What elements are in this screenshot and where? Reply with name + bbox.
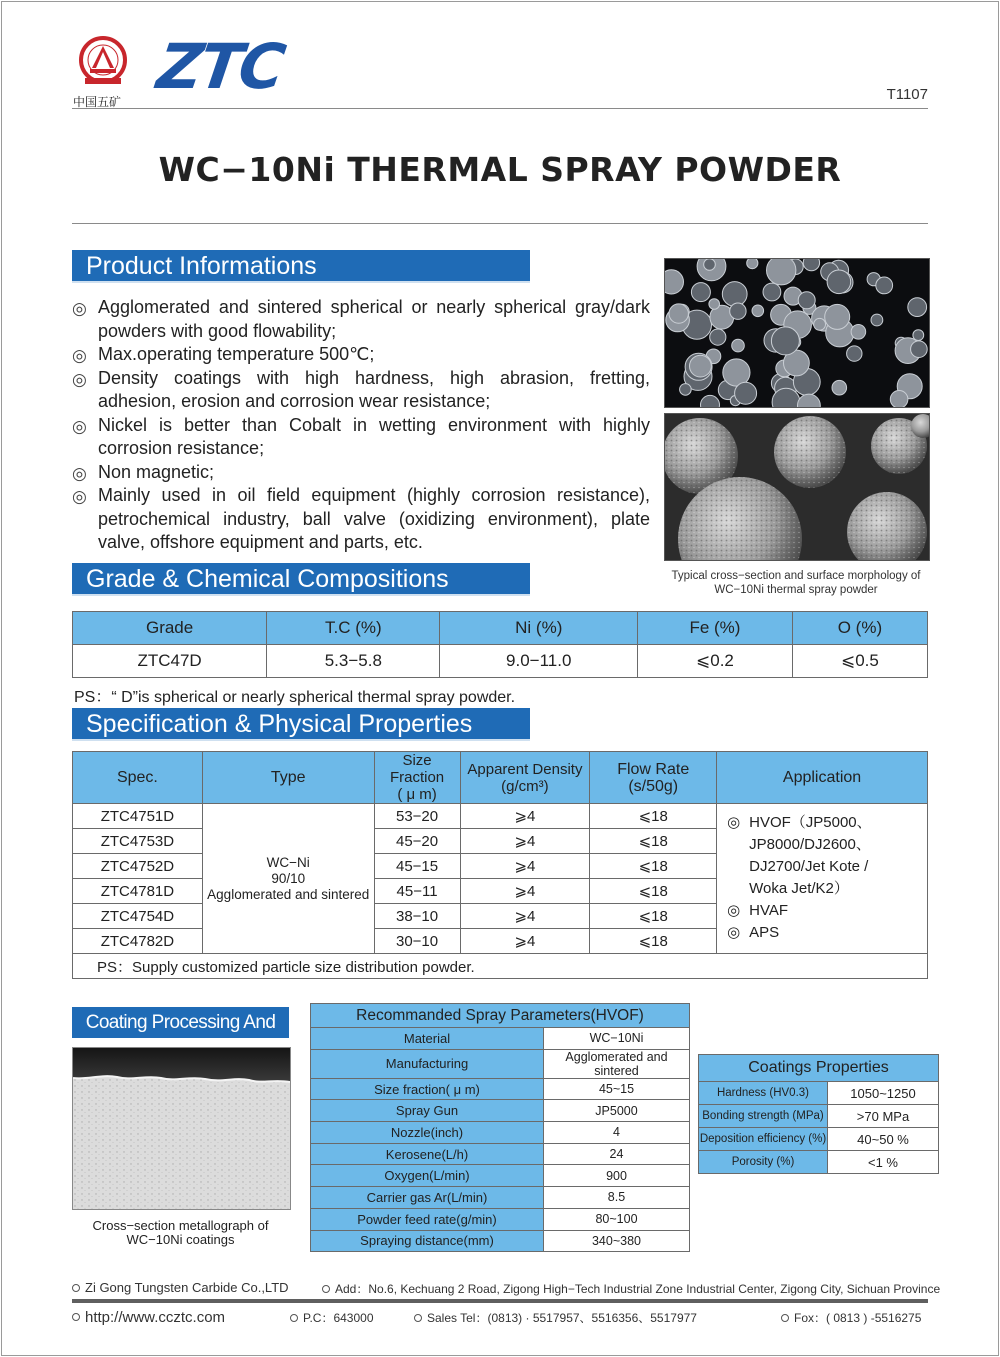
bullet-text: Max.operating temperature 500℃; xyxy=(98,344,375,364)
application-line xyxy=(727,900,927,922)
powder-particle xyxy=(847,346,862,361)
section-grade-composition: Grade & Chemical Compositions xyxy=(72,563,530,596)
o-cell: ⩽0.5 xyxy=(792,645,927,678)
size-header: Size Fraction ( μ m) xyxy=(374,752,460,804)
powder-particle xyxy=(763,283,781,301)
spec-cell: ZTC4751D xyxy=(73,804,203,829)
powder-particle xyxy=(709,299,720,310)
type-header: Type xyxy=(202,752,374,804)
list-item xyxy=(72,367,650,414)
bullet-dot-icon xyxy=(781,1314,789,1322)
flow-cell: ⩽18 xyxy=(590,904,717,929)
spec-properties-table xyxy=(72,751,928,979)
powder-particle xyxy=(825,304,850,329)
param-value-cell: 8.5 xyxy=(544,1187,690,1209)
fax-number: Fox：( 0813 ) -5516275 xyxy=(794,1311,922,1325)
bullet-dot-icon xyxy=(322,1285,330,1293)
flow-cell: ⩽18 xyxy=(590,929,717,954)
footer-divider xyxy=(72,1299,928,1303)
table-row xyxy=(311,1100,690,1122)
tc-header: T.C (%) xyxy=(267,612,440,645)
website-link[interactable]: http://www.ccztc.com xyxy=(85,1309,226,1326)
param-name-cell: Carrier gas Ar(L/min) xyxy=(311,1187,544,1209)
param-name-cell: Size fraction( μ m) xyxy=(311,1078,544,1100)
powder-particle xyxy=(680,384,692,396)
powder-particle xyxy=(814,318,826,330)
density-header: Apparent Density (g/cm³) xyxy=(460,752,590,804)
bullet-dot-icon xyxy=(414,1314,422,1322)
param-name-cell: Powder feed rate(g/min) xyxy=(311,1208,544,1230)
application-line xyxy=(727,878,927,900)
postcode: P.C：643000 xyxy=(303,1311,374,1325)
table-row xyxy=(73,804,928,829)
o-header: O (%) xyxy=(792,612,927,645)
application-header: Application xyxy=(717,752,928,804)
powder-particle xyxy=(913,330,924,341)
powder-particle xyxy=(908,298,927,317)
param-value-cell: WC−10Ni xyxy=(544,1028,690,1050)
powder-particle xyxy=(732,339,745,352)
bullet-circle-icon: ◎ xyxy=(727,924,741,941)
powder-particle xyxy=(767,259,796,285)
powder-particle xyxy=(701,395,720,407)
list-item xyxy=(72,414,650,461)
param-value-cell: 340~380 xyxy=(544,1230,690,1252)
spec-header: Spec. xyxy=(73,752,203,804)
application-text: JP8000/DJ2600、 xyxy=(749,836,871,853)
powder-particle xyxy=(798,292,815,309)
property-name-cell: Bonding strength (MPa) xyxy=(699,1105,828,1128)
surface-sem-image xyxy=(664,413,930,561)
flow-header: Flow Rate (s/50g) xyxy=(590,752,717,804)
powder-particle xyxy=(747,259,758,269)
table-row xyxy=(311,1028,690,1050)
bullet-circle-icon: ◎ xyxy=(727,902,741,919)
application-text: HVAF xyxy=(749,902,789,919)
powder-particle xyxy=(911,341,928,358)
company-name: Zi Gong Tungsten Carbide Co.,LTD xyxy=(85,1280,289,1295)
header-divider xyxy=(72,108,928,109)
coating-props-title: Coatings Properties xyxy=(699,1055,939,1082)
table-row xyxy=(311,1165,690,1187)
application-line xyxy=(727,834,927,856)
param-value-cell: Agglomerated and sintered xyxy=(544,1049,690,1078)
param-value-cell: 45~15 xyxy=(544,1078,690,1100)
minmetals-seal-logo xyxy=(76,36,130,90)
table-row xyxy=(311,1143,690,1165)
bullet-circle-icon: ◎ xyxy=(72,346,87,365)
company-address: Add：No.6, Kechuang 2 Road, Zigong High−Tech Industrial Zone Industrial Center, Zigong City, Sichuan Province xyxy=(335,1282,941,1296)
param-name-cell: Kerosene(L/h) xyxy=(311,1143,544,1165)
powder-particle xyxy=(710,329,726,345)
sales-telephone: Sales Tel：(0813) · 5517957、5516356、5517977 xyxy=(427,1311,697,1325)
param-value-cell: JP5000 xyxy=(544,1100,690,1122)
flow-cell: ⩽18 xyxy=(590,829,717,854)
bullet-dot-icon xyxy=(290,1314,298,1322)
ni-header: Ni (%) xyxy=(440,612,638,645)
list-item xyxy=(72,484,650,555)
param-value-cell: 24 xyxy=(544,1143,690,1165)
seal-caption: 中国五矿 xyxy=(73,95,122,109)
application-cell xyxy=(717,804,928,954)
application-text: Woka Jet/K2） xyxy=(749,880,849,897)
application-line xyxy=(727,856,927,878)
table-row xyxy=(311,1078,690,1100)
param-name-cell: Manufacturing xyxy=(311,1049,544,1078)
powder-particle xyxy=(730,303,746,319)
spec-cell: ZTC4752D xyxy=(73,854,203,879)
size-cell: 45−20 xyxy=(374,829,460,854)
powder-particle xyxy=(691,283,710,302)
coating-metallograph xyxy=(72,1047,291,1210)
application-line xyxy=(727,812,927,834)
powder-particle xyxy=(665,270,684,294)
powder-particle xyxy=(735,382,757,404)
density-cell: ⩾4 xyxy=(460,829,590,854)
property-name-cell: Deposition efficiency (%) xyxy=(699,1128,828,1151)
table-row xyxy=(73,645,928,678)
param-name-cell: Nozzle(inch) xyxy=(311,1122,544,1144)
table-row xyxy=(699,1082,939,1105)
fe-header: Fe (%) xyxy=(638,612,793,645)
list-item xyxy=(72,296,650,343)
grade-cell: ZTC47D xyxy=(73,645,267,678)
type-line: Agglomerated and sintered xyxy=(207,886,370,902)
powder-particle xyxy=(704,259,716,270)
brand-logo: ZTC xyxy=(152,30,287,103)
property-name-cell: Hardness (HV0.3) xyxy=(699,1082,828,1105)
section-coating-processing: Coating Processing And xyxy=(72,1007,289,1038)
product-info-list xyxy=(72,296,650,555)
powder-particle xyxy=(851,325,866,340)
section-product-info: Product Informations xyxy=(72,250,530,283)
powder-particle xyxy=(890,391,908,408)
type-cell xyxy=(202,804,374,954)
property-value-cell: >70 MPa xyxy=(828,1105,939,1128)
application-text: APS xyxy=(749,924,780,941)
spec-cell: ZTC4781D xyxy=(73,879,203,904)
property-value-cell: <1 % xyxy=(828,1151,939,1174)
list-item xyxy=(72,343,650,367)
density-cell: ⩾4 xyxy=(460,904,590,929)
coating-image-caption xyxy=(72,1219,289,1247)
application-text: DJ2700/Jet Kote / xyxy=(749,858,869,875)
type-line: WC−Ni xyxy=(266,854,310,870)
bullet-circle-icon: ◎ xyxy=(727,814,741,831)
flow-cell: ⩽18 xyxy=(590,854,717,879)
bullet-text: Agglomerated and sintered spherical or nearly spherical gray/dark powders with good flowability; xyxy=(98,297,650,341)
title-divider xyxy=(72,223,928,224)
bullet-circle-icon: ◎ xyxy=(72,369,87,389)
section-spec-properties: Specification & Physical Properties xyxy=(72,708,530,741)
spray-params-title: Recommanded Spray Parameters(HVOF) xyxy=(311,1004,690,1028)
bullet-circle-icon: ◎ xyxy=(72,416,87,436)
density-cell: ⩾4 xyxy=(460,804,590,829)
powder-image-caption: Typical cross−section and surface morphology of WC−10Ni thermal spray powder xyxy=(671,570,921,596)
powder-particle xyxy=(669,304,688,323)
bullet-text: Mainly used in oil field equipment (highly corrosion resistance), petrochemical industry, ball valve (oxidizing environment), plate valve, offshore equipment and parts, etc. xyxy=(98,485,650,552)
table-row xyxy=(699,1128,939,1151)
table-row xyxy=(311,1122,690,1144)
size-cell: 45−15 xyxy=(374,854,460,879)
powder-particle xyxy=(871,314,883,326)
spray-parameters-table xyxy=(310,1003,690,1252)
density-cell: ⩾4 xyxy=(460,854,590,879)
size-cell: 30−10 xyxy=(374,929,460,954)
flow-cell: ⩽18 xyxy=(590,879,717,904)
flow-cell: ⩽18 xyxy=(590,804,717,829)
density-cell: ⩾4 xyxy=(460,879,590,904)
bullet-text: Non magnetic; xyxy=(98,461,215,482)
table-row xyxy=(311,1187,690,1209)
application-text: HVOF（JP5000、 xyxy=(749,814,872,831)
spec-cell: ZTC4782D xyxy=(73,929,203,954)
powder-particle xyxy=(832,380,847,395)
bullet-circle-icon: ◎ xyxy=(72,463,87,483)
param-name-cell: Material xyxy=(311,1028,544,1050)
spec-cell: ZTC4754D xyxy=(73,904,203,929)
table-row xyxy=(311,1208,690,1230)
param-name-cell: Spraying distance(mm) xyxy=(311,1230,544,1252)
powder-particle xyxy=(798,394,821,407)
ni-cell: 9.0−11.0 xyxy=(440,645,638,678)
tc-cell: 5.3−5.8 xyxy=(267,645,440,678)
param-name-cell: Spray Gun xyxy=(311,1100,544,1122)
powder-particle xyxy=(690,355,712,377)
powder-particle xyxy=(771,327,799,355)
table-row xyxy=(311,1049,690,1078)
property-value-cell: 40~50 % xyxy=(828,1128,939,1151)
list-item xyxy=(72,461,650,485)
table-row xyxy=(699,1151,939,1174)
coating-caption-line-2: WC−10Ni coatings xyxy=(126,1232,235,1247)
page-title: WC−10Ni THERMAL SPRAY POWDER xyxy=(158,150,842,189)
property-value-cell: 1050~1250 xyxy=(828,1082,939,1105)
powder-particle xyxy=(803,259,819,271)
document-code: T1107 xyxy=(886,86,928,103)
cross-section-micrograph xyxy=(664,258,930,408)
spec-cell: ZTC4753D xyxy=(73,829,203,854)
powder-particle xyxy=(752,305,764,317)
fe-cell: ⩽0.2 xyxy=(638,645,793,678)
grade-note: PS：“ D”is spherical or nearly spherical thermal spray powder. xyxy=(74,689,516,706)
coating-properties-table xyxy=(698,1054,939,1174)
powder-particle xyxy=(876,277,893,294)
param-value-cell: 80~100 xyxy=(544,1208,690,1230)
grade-composition-table xyxy=(72,611,928,678)
size-cell: 45−11 xyxy=(374,879,460,904)
bullet-text: Nickel is better than Cobalt in wetting environment with highly corrosion resistance; xyxy=(98,414,650,458)
type-line: 90/10 xyxy=(271,870,306,886)
bullet-text: Density coatings with high hardness, high abrasion, fretting, adhesion, erosion and corrosion wear resistance; xyxy=(98,367,650,411)
bullet-dot-icon xyxy=(72,1284,80,1292)
param-value-cell: 4 xyxy=(544,1122,690,1144)
density-cell: ⩾4 xyxy=(460,929,590,954)
size-cell: 53−20 xyxy=(374,804,460,829)
powder-particle xyxy=(722,282,747,307)
application-line xyxy=(727,922,927,944)
table-row xyxy=(311,1230,690,1252)
property-name-cell: Porosity (%) xyxy=(699,1151,828,1174)
powder-particle xyxy=(827,270,851,294)
bullet-dot-icon xyxy=(72,1313,80,1321)
bullet-circle-icon: ◎ xyxy=(72,299,87,318)
spec-note: PS：Supply customized particle size distribution powder. xyxy=(73,954,928,979)
table-row xyxy=(699,1105,939,1128)
param-value-cell: 900 xyxy=(544,1165,690,1187)
coating-caption-line-1: Cross−section metallograph of xyxy=(92,1218,269,1233)
grade-header: Grade xyxy=(73,612,267,645)
size-cell: 38−10 xyxy=(374,904,460,929)
bullet-circle-icon: ◎ xyxy=(72,487,87,506)
param-name-cell: Oxygen(L/min) xyxy=(311,1165,544,1187)
